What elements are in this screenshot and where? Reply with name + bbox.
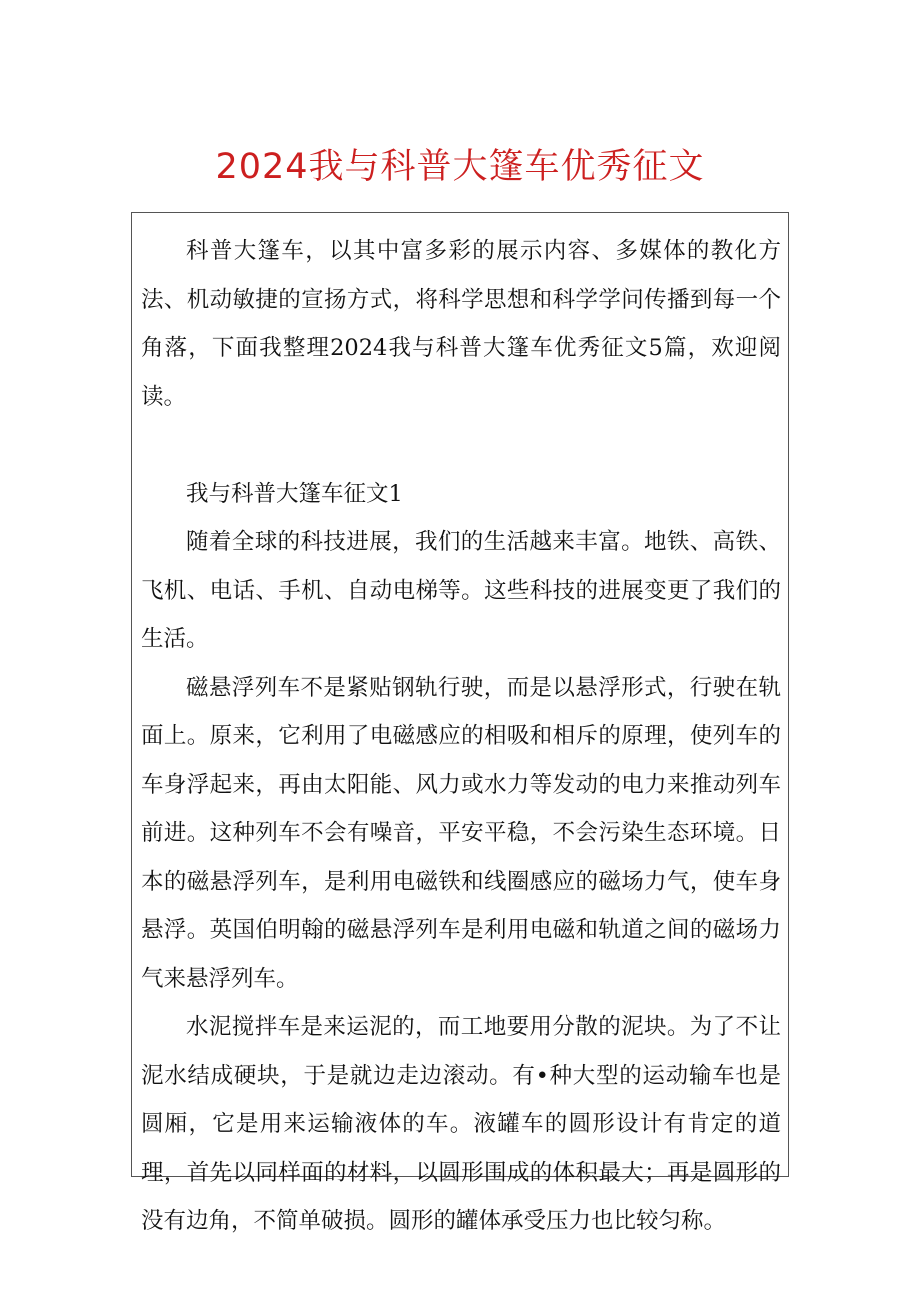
body-paragraph: 水泥搅拌车是来运泥的，而工地要用分散的泥块。为了不让泥水结成硬块，于是就边走边滚动。有•种大型的运动输车也是圆厢，它是用来运输液体的车。液罐车的圆形设计有肯定的道理，首先以同样面的材料，以圆形围成的体积最大；再是圆形的没有边角，不简单破损。圆形的罐体承受压力也比较匀称。 [141,1014,781,1234]
document-body [141,227,781,1246]
content-frame [131,212,789,1234]
body-paragraph: 随着全球的科技进展，我们的生活越来丰富。地铁、高铁、飞机、电话、手机、自动电梯等。这些科技的进展变更了我们的生活。 [141,529,781,652]
document-title: 2024我与科普大篷车优秀征文 [215,147,705,187]
intro-paragraph: 科普大篷车，以其中富多彩的展示内容、多媒体的教化方法、机动敏捷的宣扬方式，将科学思想和科学学问传播到每一个角落，下面我整理2024我与科普大篷车优秀征文5篇，欢迎阅读。 [141,238,781,410]
body-paragraph: 磁悬浮列车不是紧贴钢轨行驶，而是以悬浮形式，行驶在轨面上。原来，它利用了电磁感应的相吸和相斥的原理，使列车的车身浮起来，再由太阳能、风力或水力等发动的电力来推动列车前进。这种列车不会有噪音，平安平稳，不会污染生态环境。日本的磁悬浮列车，是利用电磁铁和线圈感应的磁场力气，使车身悬浮。英国伯明翰的磁悬浮列车是利用电磁和轨道之间的磁场力气来悬浮列车。 [141,674,781,992]
blank-line [141,421,781,470]
section-heading: 我与科普大篷车征文1 [186,480,403,507]
